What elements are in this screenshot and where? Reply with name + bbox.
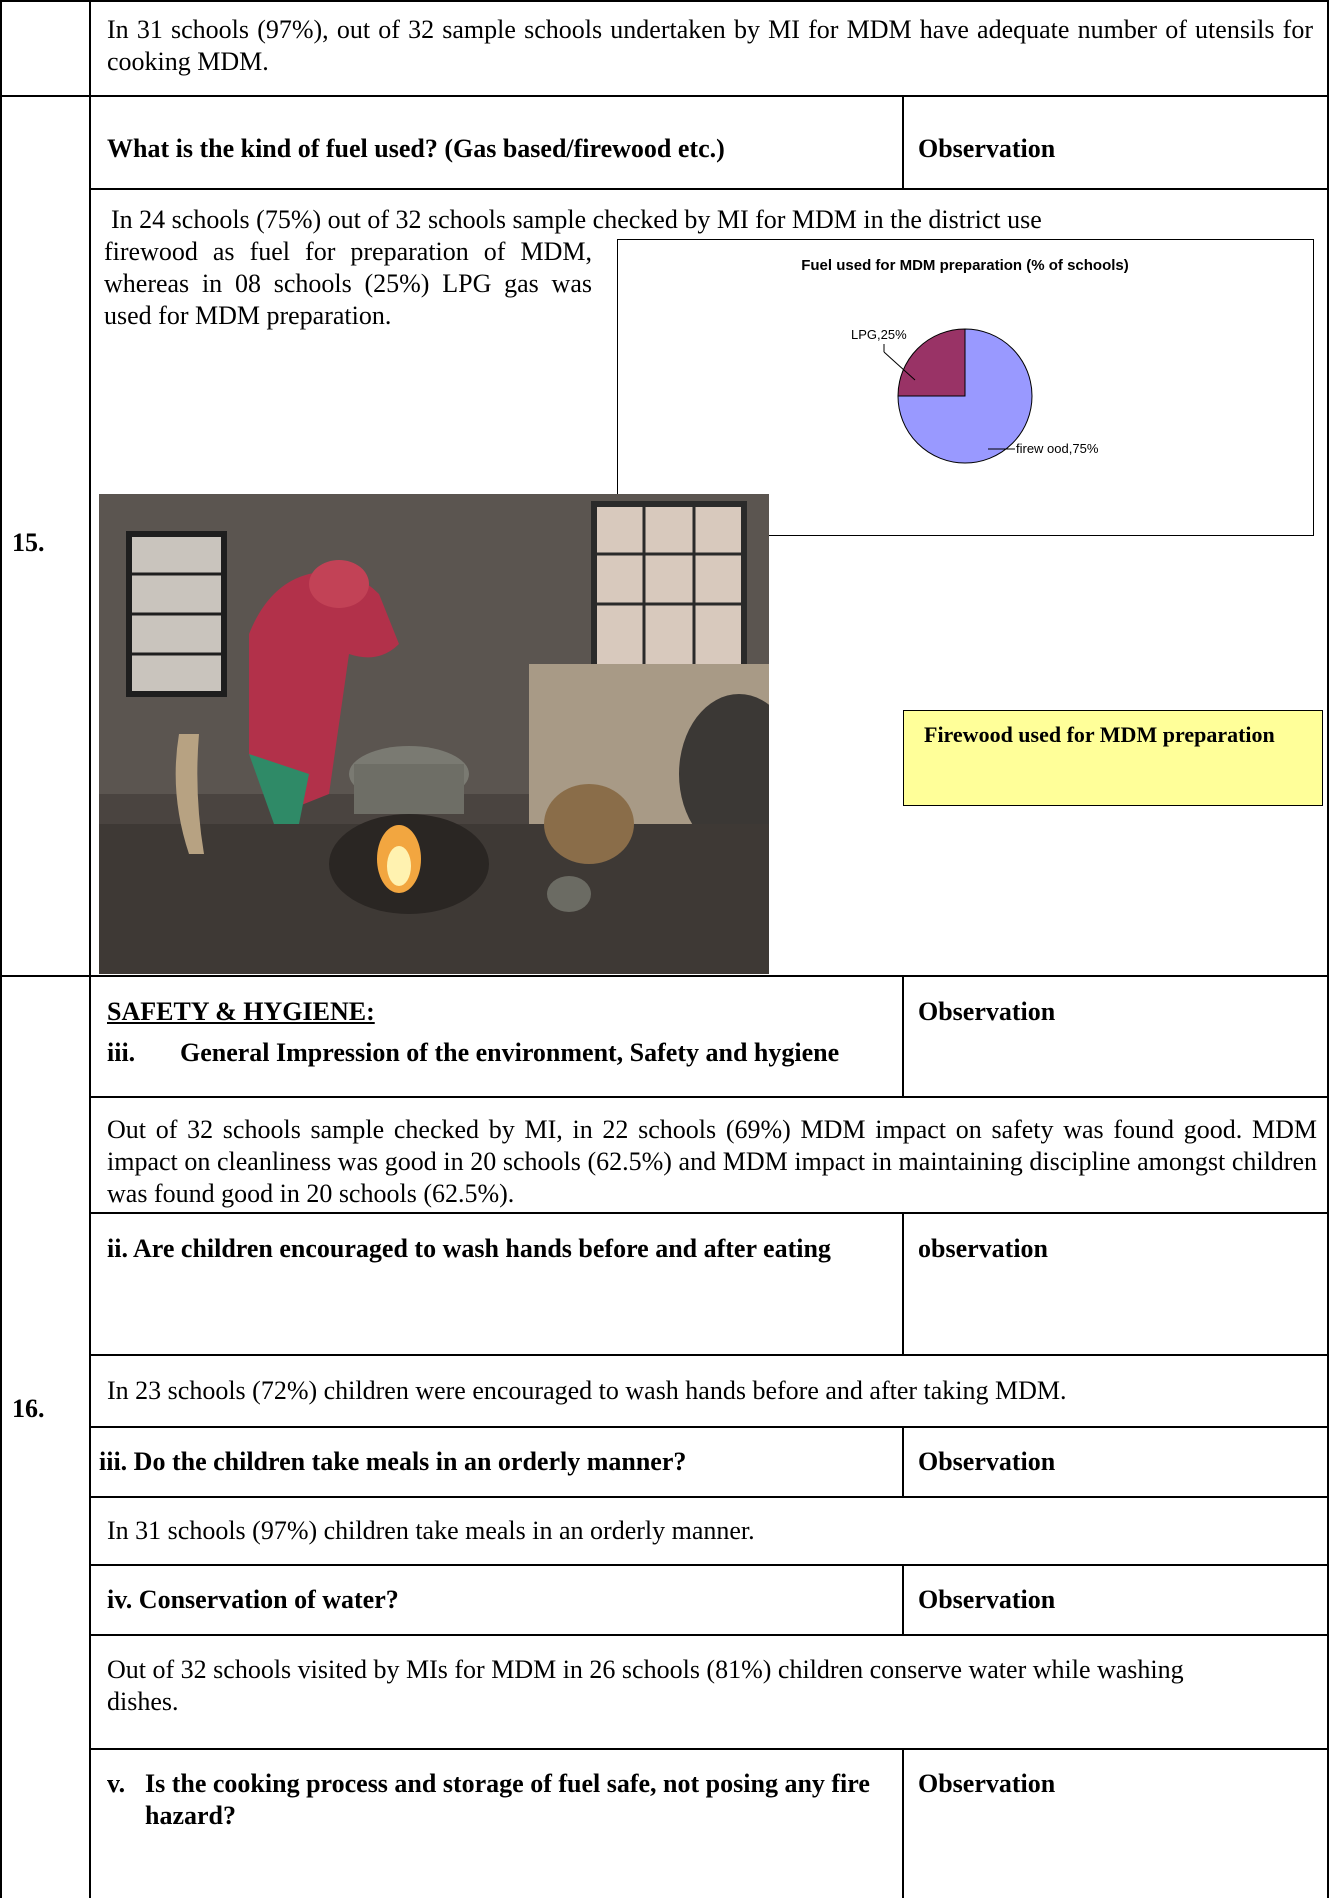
row-divider	[0, 95, 1329, 97]
cooking-photo	[99, 494, 769, 974]
fuel-question: What is the kind of fuel used? (Gas based/firewood etc.)	[107, 134, 725, 163]
safety-hygiene-heading: SAFETY & HYGIENE:	[107, 997, 375, 1026]
q5-number: v.	[107, 1769, 126, 1798]
water-conservation-answer: Out of 32 schools visited by MIs for MDM in 26 schools (81%) children conserve water while washing dishes.	[107, 1655, 1184, 1716]
row-divider	[90, 1748, 1329, 1750]
row-divider	[90, 1634, 1329, 1636]
section-number-16: 16.	[12, 1394, 45, 1423]
fire-hazard-question: Is the cooking process and storage of fuel safe, not posing any fire hazard?	[145, 1769, 870, 1830]
observation-header: Observation	[918, 1769, 1056, 1798]
orderly-manner-answer: In 31 schools (97%) children take meals in an orderly manner.	[107, 1516, 755, 1545]
row-divider	[0, 975, 1329, 977]
data-label-firewood: firew ood,75%	[1016, 441, 1099, 456]
observation-column-divider	[902, 1564, 904, 1634]
observation-header: observation	[918, 1234, 1048, 1263]
number-column-divider	[89, 0, 91, 1898]
observation-column-divider	[902, 1426, 904, 1496]
pie-slice-lpg	[898, 329, 965, 396]
row-divider	[90, 1354, 1329, 1356]
observation-header: Observation	[918, 997, 1056, 1026]
row-divider	[90, 1564, 1329, 1566]
general-impression-answer: Out of 32 schools sample checked by MI, in 22 schools (69%) MDM impact on safety was found good. MDM impact on cleanliness was good in 20 schools (62.5%) and MDM impact in maintaining discipline amongst children was found good in 20 schools (62.5%).	[107, 1115, 1317, 1208]
section-number-15: 15.	[12, 528, 45, 557]
observation-header: Observation	[918, 134, 1056, 163]
fuel-pie-chart	[617, 239, 1314, 536]
row-divider	[90, 188, 1329, 190]
pie-chart-svg	[618, 240, 1312, 534]
row-divider	[90, 1212, 1329, 1214]
fuel-text-rest: firewood as fuel for preparation of MDM, whereas in 08 schools (25%) LPG gas was used for MDM preparation.	[104, 237, 592, 330]
row-divider	[90, 1426, 1329, 1428]
chart-title: Fuel used for MDM preparation (% of schools)	[801, 257, 1129, 274]
general-impression-question: General Impression of the environment, Safety and hygiene	[180, 1038, 840, 1067]
row-divider	[90, 1096, 1329, 1098]
table-left-border	[0, 0, 2, 1898]
observation-column-divider	[902, 1212, 904, 1354]
observation-column-divider	[902, 975, 904, 1096]
observation-column-divider	[902, 1748, 904, 1898]
observation-header: Observation	[918, 1585, 1056, 1614]
data-label-lpg: LPG,25%	[851, 327, 907, 342]
table-top-border	[0, 0, 1329, 2]
observation-header: Observation	[918, 1447, 1056, 1476]
photo-caption: Firewood used for MDM preparation	[903, 710, 1323, 806]
q1-number: iii.	[107, 1038, 136, 1067]
row-divider	[90, 1496, 1329, 1498]
photo-illustration	[99, 494, 769, 974]
orderly-manner-question: iii. Do the children take meals in an orderly manner?	[99, 1447, 687, 1476]
observation-column-divider	[902, 95, 904, 188]
wash-hands-answer: In 23 schools (72%) children were encouraged to wash hands before and after taking MDM.	[107, 1376, 1067, 1405]
water-conservation-question: iv. Conservation of water?	[107, 1585, 399, 1614]
fuel-text-line1: In 24 schools (75%) out of 32 schools sample checked by MI for MDM in the district use	[111, 205, 1042, 234]
utensils-observation-text: In 31 schools (97%), out of 32 sample schools undertaken by MI for MDM have adequate number of utensils for cooking MDM.	[107, 15, 1313, 76]
wash-hands-question: ii. Are children encouraged to wash hands before and after eating	[107, 1234, 831, 1263]
